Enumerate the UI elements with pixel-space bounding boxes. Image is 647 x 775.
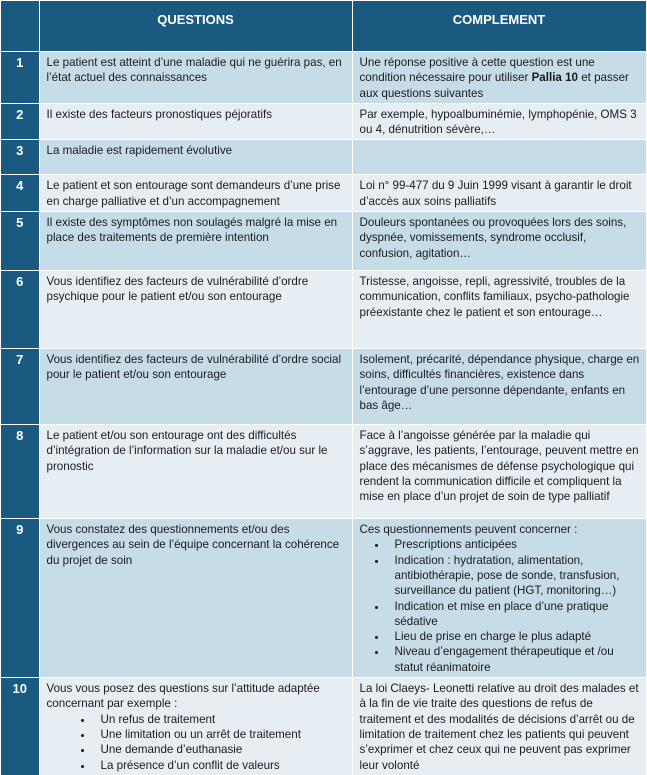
table-row	[1, 140, 646, 175]
complement-cell	[352, 140, 646, 175]
question-cell: La maladie est rapidement évolutive	[39, 140, 352, 175]
header-row	[1, 1, 646, 52]
list-item: • Une limitation ou un arrêt de traitement	[93, 727, 348, 742]
complement-bullet-list	[360, 537, 643, 675]
row-number: 3	[1, 140, 39, 175]
list-item: • Indication et mise en place d’une pratique sédative	[387, 599, 643, 630]
table-row	[1, 678, 646, 775]
complement-cell: Face à l’angoisse générée par la maladie qui s’aggrave, les patients, l’entourage, peuvent mettre en place des mécanismes de défense psychologique qui rendent la communication difficile et compliquent la mise en place d’un projet de soin de type palliatif	[352, 425, 646, 519]
complement-intro: Ces questionnements peuvent concerner :	[359, 523, 578, 537]
table-row	[1, 212, 646, 271]
question-cell: Vous identifiez des facteurs de vulnérabilité d’ordre social pour le patient et/ou son entourage	[39, 349, 352, 425]
question-cell: Il existe des symptômes non soulagés malgré la mise en place des traitements de première intention	[39, 212, 352, 271]
table-row	[1, 103, 646, 140]
list-item: • La présence d’un conflit de valeurs	[93, 758, 348, 773]
row-number: 5	[1, 212, 39, 271]
question-cell: Vous constatez des questionnements et/ou des divergences au sein de l’équipe concernant la cohérence du projet de soin	[39, 519, 352, 678]
question-cell: Le patient et/ou son entourage ont des difficultés d’intégration de l’information sur la maladie et/ou sur le pronostic	[39, 425, 352, 519]
question-intro: Vous vous posez des questions sur l’attitude adaptée concernant par exemple :	[46, 682, 320, 711]
complement-text: Une réponse positive à cette question est une condition nécessaire pour utiliser	[359, 56, 595, 85]
list-item: • Niveau d’engagement thérapeutique et /ou statut réanimatoire	[387, 644, 643, 675]
complement-cell	[352, 52, 646, 104]
header-number-cell	[1, 1, 39, 52]
header-complement: COMPLEMENT	[352, 1, 646, 52]
table-row	[1, 52, 646, 104]
question-cell: Le patient et son entourage sont demandeurs d’une prise en charge palliative et d’un accompagnement	[39, 175, 352, 212]
header-questions: QUESTIONS	[39, 1, 352, 52]
table-row	[1, 425, 646, 519]
row-number: 4	[1, 175, 39, 212]
row-number: 1	[1, 52, 39, 104]
list-item: • Lieu de prise en charge le plus adapté	[387, 629, 643, 644]
table-row	[1, 175, 646, 212]
complement-cell: Loi n° 99-477 du 9 Juin 1999 visant à garantir le droit d’accès aux soins palliatifs	[352, 175, 646, 212]
complement-text: et passer aux questions suivantes	[359, 71, 629, 100]
pallia-table	[1, 1, 647, 775]
pallia-10-emphasis: Pallia 10	[531, 71, 578, 85]
row-number: 7	[1, 349, 39, 425]
list-item: • Une demande d’euthanasie	[93, 742, 348, 757]
list-item: • Prescriptions anticipées	[387, 537, 643, 552]
question-cell: Il existe des facteurs pronostiques péjoratifs	[39, 103, 352, 140]
question-cell	[39, 678, 352, 775]
table-row	[1, 349, 646, 425]
complement-cell: Par exemple, hypoalbuminémie, lymphopénie, OMS 3 ou 4, dénutrition sévère,…	[352, 103, 646, 140]
table-row	[1, 271, 646, 349]
complement-cell: Isolement, précarité, dépendance physique, charge en soins, difficultés financières, existence dans l’entourage d’une personne dépendante, enfants en bas âge…	[352, 349, 646, 425]
row-number: 10	[1, 678, 39, 775]
question-cell: Le patient est atteint d’une maladie qui ne guérira pas, en l’état actuel des connaissances	[39, 52, 352, 104]
complement-cell: Tristesse, angoisse, repli, agressivité, troubles de la communication, conflits familiaux, psycho-pathologie préexistante chez le patient et son entourage…	[352, 271, 646, 349]
row-number: 9	[1, 519, 39, 678]
complement-cell	[352, 519, 646, 678]
list-item: • Indication : hydratation, alimentation, antibiothérapie, pose de sonde, transfusion, surveillance du patient (HGT, monitoring…)	[387, 553, 643, 599]
row-number: 2	[1, 103, 39, 140]
question-bullet-list	[47, 712, 348, 773]
question-cell: Vous identifiez des facteurs de vulnérabilité d’ordre psychique pour le patient et/ou son entourage	[39, 271, 352, 349]
row-number: 6	[1, 271, 39, 349]
list-item: • Un refus de traitement	[93, 712, 348, 727]
complement-cell: Douleurs spontanées ou provoquées lors des soins, dyspnée, vomissements, syndrome occlusif, confusion, agitation…	[352, 212, 646, 271]
table-row	[1, 519, 646, 678]
complement-cell: La loi Claeys- Leonetti relative au droit des malades et à la fin de vie traite des questions de refus de traitement et des modalités de décisions d’arrêt ou de limitation de traitement chez les patients qui peuvent s’exprimer et chez ceux qui ne peuvent pas exprimer leur volonté	[352, 678, 646, 775]
row-number: 8	[1, 425, 39, 519]
